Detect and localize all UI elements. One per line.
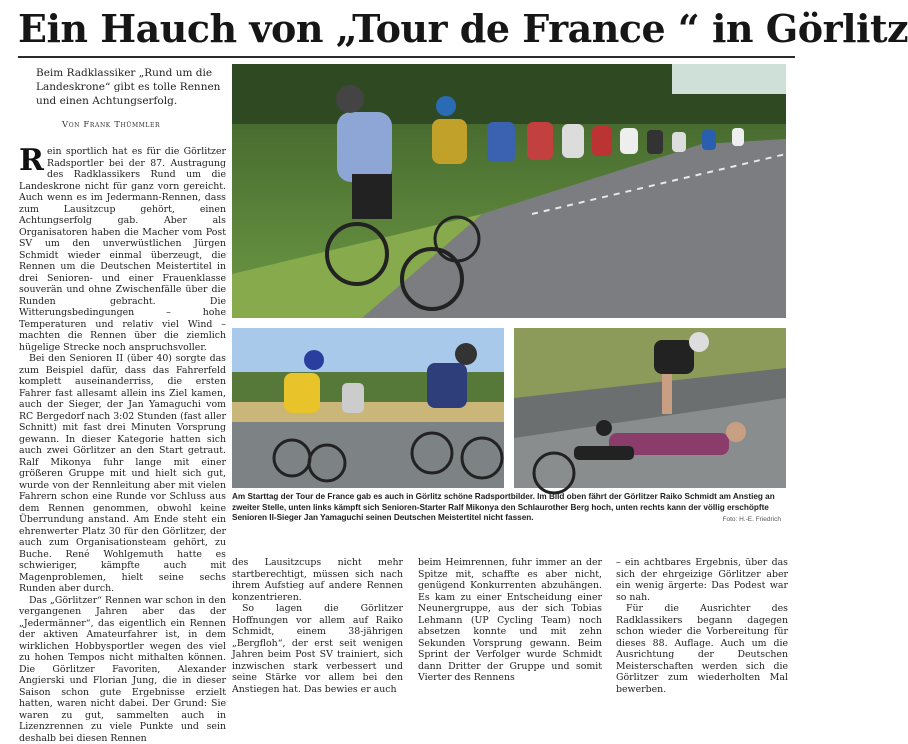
byline: Von Frank Thümmler bbox=[62, 120, 160, 130]
body-column-3 bbox=[418, 557, 602, 684]
paragraph: Das „Görlitzer“ Rennen war schon in den vergangenen Jahren aber das der „Jedermänner“, das eigentlich ein Rennen der aktiven Amateurfahrer ist, in dem wirklichen Hobbysportler wegen des viel zu hohen Tempos nicht mithalten können. Die Görlitzer Favoriten, Alexander Angierski und Florian Jung, die in dieser Saison schon gute Ergebnisse erzielt hatten, waren nicht dabei. Der Grund: Sie waren zu gut, sammelten auch in Lizenzrennen zu viele Punkte und sein deshalb bei diesen Rennen bbox=[19, 595, 226, 744]
paragraph: Rein sportlich hat es für die Görlitzer Radsportler bei der 87. Austragung des Radklassikers Rund um die Landeskrone nicht für ganz vorn gereicht. Auch wenn es im Jedermann-Rennen, dass zum Lausitzcup gehört, einen Achtungserfolg gab. Aber als Organisatoren haben die Macher vom Post SV um den unverwüstlichen Jürgen Schmidt wieder einmal überzeugt, die Rennen um die Deutschen Meistertitel in drei Senioren- und einer Frauenklasse souverän und ohne Zwischenfälle über die Runden gebracht. Die Witterungsbedingungen – hohe Temperaturen und relativ viel Wind – machten die Rennen über die ziemlich hügelige Strecke noch anspruchsvoller. bbox=[19, 146, 226, 353]
paragraph: – ein achtbares Ergebnis, über das sich der ehrgeizige Görlitzer aber ein wenig ärgerte: Das Podest war so nah. bbox=[616, 557, 788, 603]
headline-rule bbox=[18, 56, 795, 58]
photo-bottom-left-climb bbox=[232, 328, 504, 488]
paragraph: So lagen die Görlitzer Hoffnungen vor allem auf Raiko Schmidt, einem 38-jährigen „Bergfloh“, der erst seit wenigen Jahren beim Post SV trainiert, sich inzwischen stark verbessert und seine Stärke vor allem bei den Anstiegen hat. Das bewies er auch bbox=[232, 603, 403, 695]
lead-text: Beim Radklassiker „Rund um die Landeskrone“ gibt es tolle Rennen und einen Achtungserfolg. bbox=[36, 66, 224, 108]
paragraph: des Lausitzcups nicht mehr startberechtigt, müssen sich nach ihrem Aufstieg auf andere Rennen konzentrieren. bbox=[232, 557, 403, 603]
photo-bottom-right-finish bbox=[514, 328, 786, 488]
paragraph: beim Heimrennen, fuhr immer an der Spitze mit, schaffte es aber nicht, genügend Konkurrenten abzuhängen. Es kam zu einer Entscheidung einer Neunergruppe, aus der sich Tobias Lehmann (UP Cycling Team) noch absetzen konnte und mit zehn Sekunden Vorsprung gewann. Beim Sprint der Verfolger wurde Schmidt dann Dritter der Gruppe und somit Vierter des Rennens bbox=[418, 557, 602, 684]
photo-top-illustration bbox=[232, 64, 786, 318]
body-column-1 bbox=[19, 146, 226, 744]
paragraph: Bei den Senioren II (über 40) sorgte das zum Beispiel dafür, dass das Fahrerfeld komplett auseinanderriss, die ersten Fahrer fast allesamt allein ins Ziel kamen, auch der Sieger, der Jan Yamaguchi vom RC Bergedorf nach 3:02 Stunden (fast aller Schnitt) mit fast drei Minuten Vorsprung gewann. In dieser Kategorie hatten sich auch zwei Görlitzer an den Start getraut. Ralf Mikonya fuhr lange mit einer größeren Gruppe mit und hielt sich gut, wurde von der Rennleitung aber mit vielen Fahrern schon eine Runde vor Schluss aus dem Rennen genommen, obwohl keine Überrundung anstand. Am Ende steht ein ehrenwerter Platz 30 für den Görlitzer, der auch zum Organisationsteam gehört, zu Buche. René Wohlgemuth hatte es schwieriger, kämpfte auch mit Magenproblemen, hielt seine sechs Runden aber durch. bbox=[19, 353, 226, 595]
body-column-4 bbox=[616, 557, 788, 695]
paragraph: Für die Ausrichter des Radklassikers begann dagegen schon wieder die Vorbereitung für dieses 88. Auflage. Auch um die Ausrichtung der Deutschen Meisterschaften werden sich die Görlitzer zum wiederholten Mal bewerben. bbox=[616, 603, 788, 695]
photo-bottom-right-illustration bbox=[514, 328, 786, 488]
photo-bottom-left-illustration bbox=[232, 328, 504, 488]
body-column-2 bbox=[232, 557, 403, 695]
dropcap: R bbox=[19, 148, 44, 174]
headline: Ein Hauch von „Tour de France “ in Görlitz bbox=[18, 6, 798, 52]
photo-top-peloton bbox=[232, 64, 786, 318]
photo-caption: Am Starttag der Tour de France gab es auch in Görlitz schöne Radsportbilder. Im Bild oben fährt der Görlitzer Raiko Schmidt am Anstieg an zweiter Stelle, unten links kämpft sich Senioren-Starter Ralf Mikonya den Schlaurother Berg hoch, unten rechts kann der völlig erschöpfte Senioren II-Sieger Jan Yamaguchi seinen Deutschen Meistertitel nicht fassen. bbox=[232, 492, 784, 524]
photo-credit: Foto: H.-E. Friedrich bbox=[722, 516, 781, 523]
